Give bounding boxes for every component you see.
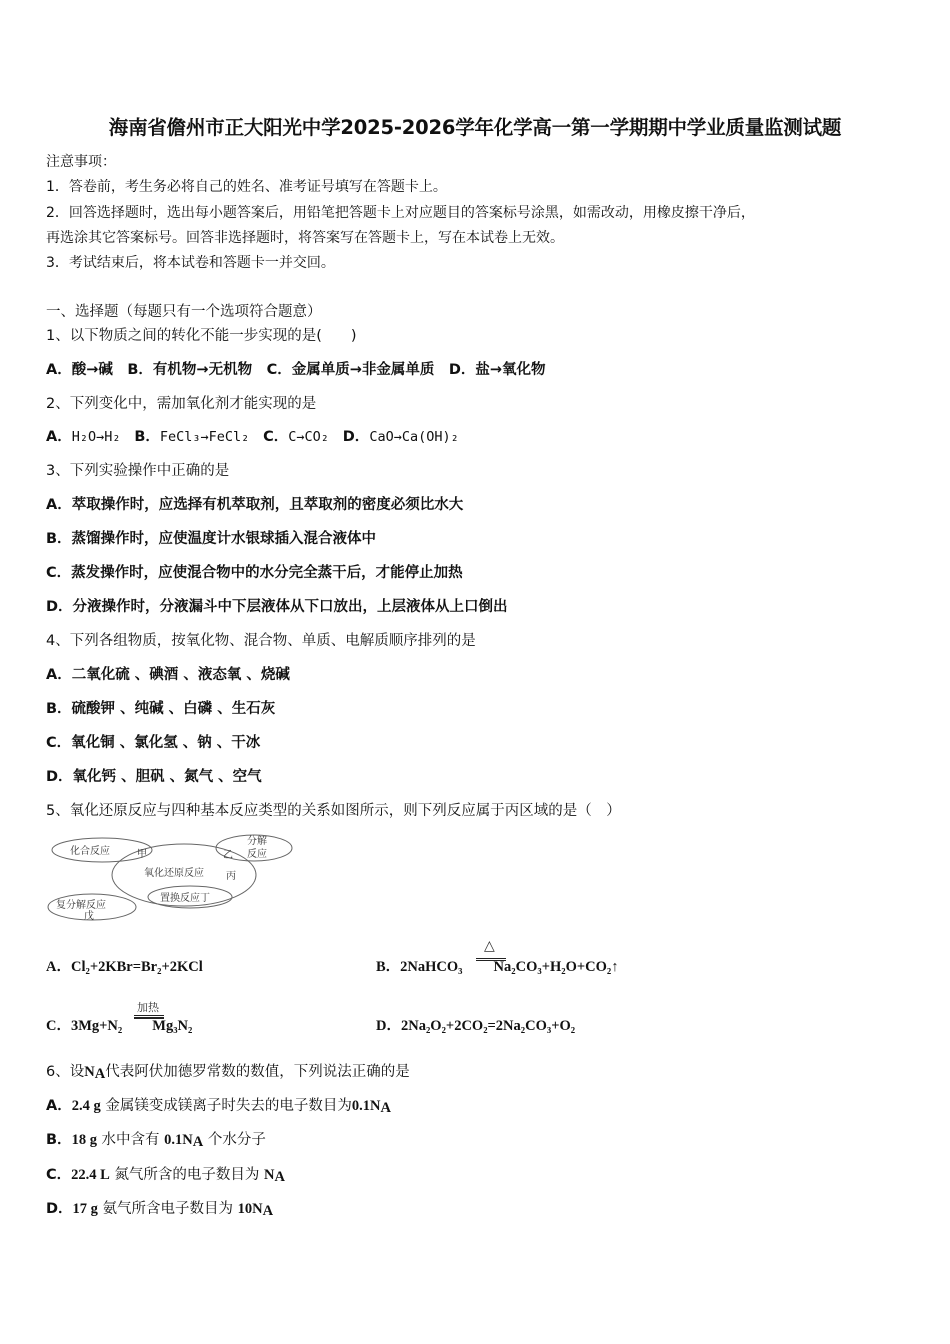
q5-stem: 5、氧化还原反应与四种基本反应类型的关系如图所示，则下列反应属于丙区域的是（ ） (46, 803, 621, 819)
q1-stem: 1、以下物质之间的转化不能一步实现的是( ) (46, 328, 357, 344)
q2-c-text: C→CO₂ (288, 429, 329, 445)
q6-b-value: 0.1N (164, 1132, 193, 1148)
q6-d-sub: A (262, 1203, 274, 1219)
q4-option-c: C．氧化铜 、氯化氢 、钠 、干冰 (46, 735, 261, 751)
q6-a-mid: 金属镁变成镁离子时失去的电子数目为 (105, 1098, 352, 1114)
q6-a-label: A． (46, 1098, 72, 1114)
notice-item-3: 3．考试结束后，将本试卷和答题卡一并交回。 (46, 255, 335, 271)
q5-b-right: Na₂CO₃+H₂O+CO₂↑ (493, 959, 619, 975)
q5-option-c (46, 1016, 192, 1036)
reaction-type-diagram (44, 830, 304, 922)
q6-stem-n: N (84, 1064, 95, 1080)
q2-b-text: FeCl₃→FeCl₂ (159, 429, 250, 445)
q1-options: A．酸→碱 B．有机物→无机物 C．金属单质→非金属单质 D．盐→氧化物 (46, 362, 546, 378)
q5-c-label: C． (46, 1018, 71, 1034)
q4-option-a: A．二氧化硫 、碘酒 、液态氧 、烧碱 (46, 667, 290, 683)
q3-option-b: B．蒸馏操作时，应使温度计水银球插入混合液体中 (46, 531, 377, 547)
label-zhihuan: 置换反应丁 (160, 893, 210, 904)
q2-d-label: D． (342, 429, 370, 445)
q6-stem-post: 代表阿伏加德罗常数的数值，下列说法正确的是 (105, 1064, 410, 1080)
q4-stem: 4、下列各组物质，按氧化物、混合物、单质、电解质顺序排列的是 (46, 633, 476, 649)
q5-c-right: Mg₃N₂ (152, 1018, 193, 1034)
q6-b-post: 个水分子 (207, 1132, 266, 1148)
notice-item-1: 1．答卷前，考生务必将自己的姓名、准考证号填写在答题卡上。 (46, 179, 447, 195)
q6-d-label: D． (46, 1201, 73, 1217)
q2-stem: 2、下列变化中，需加氧化剂才能实现的是 (46, 396, 317, 412)
label-fufenjie: 复分解反应 (56, 900, 106, 911)
label-fenjie-1: 分解 (247, 836, 267, 847)
label-wu: 戊 (84, 911, 94, 922)
q5-c-left: 3Mg+N₂ (70, 1018, 123, 1034)
q6-b-mass: 18 g (71, 1132, 97, 1148)
q6-c-sub: A (274, 1169, 286, 1185)
q6-c-label: C． (46, 1167, 72, 1183)
label-bing: 丙 (226, 871, 236, 882)
q5-b-label: B． (376, 959, 401, 975)
q6-d-mid: 氨气所含电子数目为 (102, 1201, 234, 1217)
label-yi: 乙 (223, 850, 233, 861)
q6-c-mid: 氮气所含的电子数目为 (114, 1167, 260, 1183)
q6-option-b (46, 1130, 266, 1150)
q2-d-text: CaO→Ca(OH)₂ (369, 429, 459, 445)
section-heading: 一、选择题（每题只有一个选项符合题意） (46, 304, 322, 320)
q6-a-value: 0.1N (351, 1098, 381, 1114)
q3-option-c: C．蒸发操作时，应使混合物中的水分完全蒸干后，才能停止加热 (46, 565, 463, 581)
q2-a-text: H₂O→H₂ (71, 429, 121, 445)
q6-option-a (46, 1096, 391, 1116)
q4-option-b: B．硫酸钾 、纯碱 、白磷 、生石灰 (46, 701, 276, 717)
q5-option-a (46, 957, 203, 977)
q2-a-label: A． (46, 429, 72, 445)
q6-d-mass: 17 g (72, 1201, 98, 1217)
q6-stem-sub: A (94, 1066, 106, 1082)
label-fenjie-2: 反应 (247, 849, 267, 860)
q5-b-condition: △ (484, 938, 495, 954)
q6-stem (46, 1062, 410, 1082)
q3-option-d: D．分液操作时，分液漏斗中下层液体从下口放出，上层液体从上口倒出 (46, 599, 508, 615)
q6-b-sub: A (192, 1134, 204, 1150)
q4-option-d: D．氧化钙 、胆矾 、氮气 、空气 (46, 769, 262, 785)
label-yanghua: 氧化还原反应 (144, 868, 204, 879)
q5-b-left: 2NaHCO₃ (400, 959, 463, 975)
q5-a-text: Cl₂+2KBr=Br₂+2KCl (70, 959, 203, 975)
q6-a-mass: 2.4 g (71, 1098, 101, 1114)
q6-d-value: 10N (237, 1201, 263, 1217)
q5-b-equals-bar (476, 958, 506, 961)
q6-stem-pre: 6、设 (46, 1064, 85, 1080)
label-jia: 甲 (137, 849, 147, 860)
q6-c-volume: 22.4 L (71, 1167, 110, 1183)
q2-options (46, 427, 459, 447)
q5-option-d (376, 1016, 575, 1036)
q5-a-label: A． (46, 959, 71, 975)
q6-a-sub: A (380, 1100, 391, 1116)
notice-item-2a: 2．回答选择题时，选出每小题答案后，用铅笔把答题卡上对应题目的答案标号涂黑，如需改动，用橡皮擦干净后， (46, 205, 755, 221)
q2-c-label: C． (263, 429, 289, 445)
q5-d-text: 2Na₂O₂+2CO₂=2Na₂CO₃+O₂ (400, 1018, 576, 1034)
notice-item-2b: 再选涂其它答案标号。回答非选择题时，将答案写在答题卡上，写在本试卷上无效。 (46, 230, 564, 246)
page-title: 海南省儋州市正大阳光中学2025-2026学年化学高一第一学期期中学业质量监测试题 (108, 116, 842, 139)
label-huahe: 化合反应 (70, 846, 110, 857)
q3-option-a: A．萃取操作时，应选择有机萃取剂，且萃取剂的密度必须比水大 (46, 497, 464, 513)
q6-c-value: N (264, 1167, 275, 1183)
q2-b-label: B． (134, 429, 160, 445)
q6-option-d (46, 1199, 273, 1219)
q6-b-label: B． (46, 1132, 72, 1148)
q6-b-mid: 水中含有 (101, 1132, 160, 1148)
q3-stem: 3、下列实验操作中正确的是 (46, 463, 230, 479)
q6-option-c (46, 1165, 285, 1185)
notice-heading: 注意事项： (46, 154, 116, 170)
q5-c-condition: 加热 (137, 1001, 159, 1014)
q5-c-equals-bar (134, 1015, 164, 1019)
q5-d-label: D． (376, 1018, 401, 1034)
